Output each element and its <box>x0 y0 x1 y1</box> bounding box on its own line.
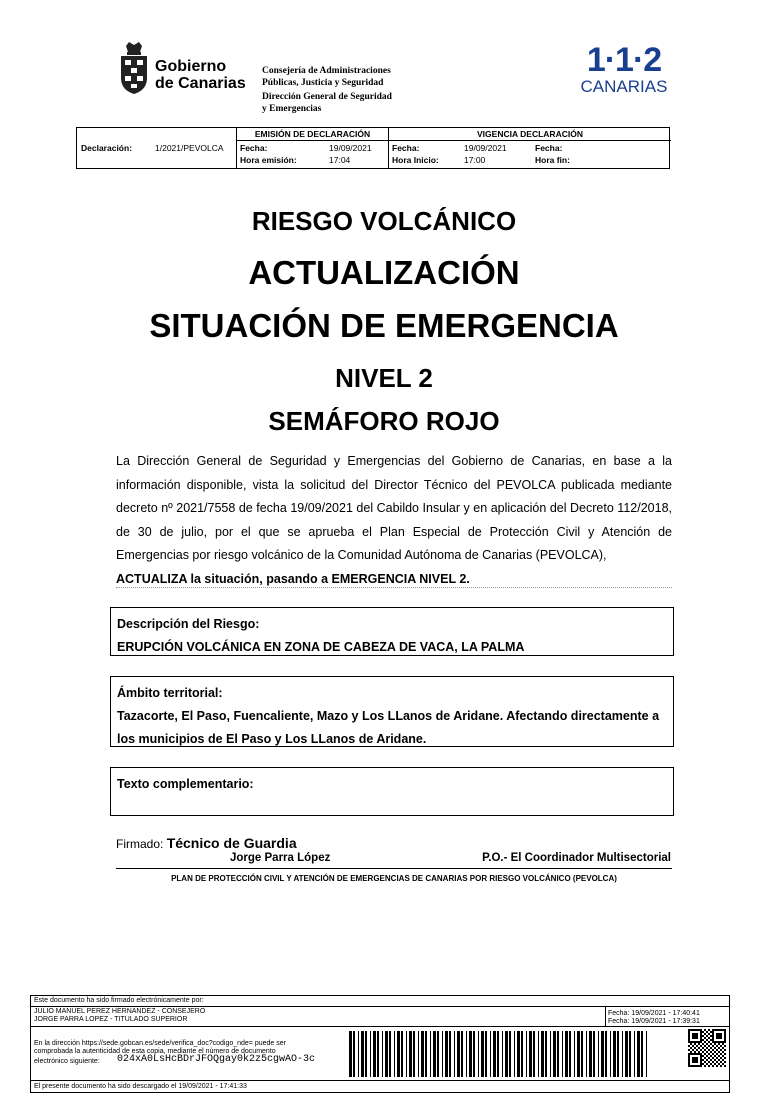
coordinador: P.O.- El Coordinador Multisectorial <box>482 852 671 864</box>
qr-code-icon <box>688 1029 726 1067</box>
electronic-signature-block <box>30 995 730 1093</box>
barcode <box>349 1031 691 1077</box>
declaracion-number: 1/2021/PEVOLCA <box>155 143 224 153</box>
emision-hora: 17:04 <box>329 155 351 165</box>
paragraph-body: La Dirección General de Seguridad y Emergencias del Gobierno de Canarias, en base a la información disponible, vista la solicitud del Director Técnico del PEVOLCA publicada mediante decreto nº 2021/7558 de fecha 19/09/2021 del Cabildo Insular y en aplicación del Decreto 112/2018, de 30 de julio, por el que se aprueba el Plan Especial de Protección Civil y Atención de Emergencias por riesgo volcánico de la Comunidad Autónoma de Canarias (PEVOLCA), <box>116 454 672 562</box>
ambito-label: Ámbito territorial: <box>117 686 223 700</box>
firmado-role: Técnico de Guardia <box>166 835 297 851</box>
texto-complementario-label: Texto complementario: <box>117 777 254 791</box>
consejeria-block: Consejería de Administraciones Públicas, Justicia y Seguridad Dirección General de Seguridad y Emergencias <box>262 66 392 114</box>
title-actualizacion: ACTUALIZACIÓN <box>248 254 520 291</box>
vigencia-hora-inicio: 17:00 <box>464 155 486 165</box>
verify-line-1: En la dirección https://sede.gobcan.es/sede/verifica_doc?codigo_nde= puede ser <box>34 1040 286 1047</box>
firmante-name: Jorge Parra López <box>230 852 331 864</box>
vigencia-header: VIGENCIA DECLARACIÓN <box>389 128 671 141</box>
title-situacion: SITUACIÓN DE EMERGENCIA <box>149 307 619 344</box>
verify-line-2: comprobada la autenticidad de esta copia, mediante el número de documento <box>34 1048 276 1055</box>
riesgo-text: ERUPCIÓN VOLCÁNICA EN ZONA DE CABEZA DE VACA, LA PALMA <box>117 640 525 654</box>
declaracion-label: Declaración: <box>81 143 133 153</box>
gobierno-canarias-name: Gobierno de Canarias <box>155 58 246 92</box>
fecha-2: Fecha: 19/09/2021 - 17:39:31 <box>608 1018 700 1025</box>
vigencia-fecha: 19/09/2021 <box>464 143 507 153</box>
paragraph-conclusion: ACTUALIZA la situación, pasando a EMERGENCIA NIVEL 2. <box>116 571 470 586</box>
riesgo-box <box>110 607 674 656</box>
emision-fecha: 19/09/2021 <box>329 143 372 153</box>
title-semaforo: SEMÁFORO ROJO <box>268 406 500 436</box>
firmado-electronico: Este documento ha sido firmado electrónicamente por: <box>34 997 204 1004</box>
fecha-1: Fecha: 19/09/2021 - 17:40:41 <box>608 1010 700 1017</box>
signer-1: JULIO MANUEL PEREZ HERNANDEZ - CONSEJERO <box>34 1008 206 1015</box>
gobierno-canarias-coat-of-arms-icon <box>116 40 152 96</box>
divider <box>116 587 672 588</box>
descargado-line: El presente documento ha sido descargado el 19/09/2021 - 17:41:33 <box>34 1083 247 1090</box>
title-nivel: NIVEL 2 <box>335 363 433 393</box>
logo-112-canarias: 1·1·2 CANARIAS <box>580 41 668 96</box>
plan-rule <box>116 868 672 869</box>
verify-line-3: electrónico siguiente: <box>34 1058 100 1065</box>
document-code: 024xA0LsHcBDrJFOQgay0k2z5cgwAO-3c <box>117 1054 316 1065</box>
declaration-table: Declaración: 1/2021/PEVOLCA EMISIÓN DE DECLARACIÓN Fecha: 19/09/2021 Hora emisión: 17:04 VIGENCIA DECLARACIÓN Fecha: 19/09/2021 Hora Inicio: 17:00 Fecha: Hora fin: <box>76 127 670 169</box>
title-riesgo: RIESGO VOLCÁNICO <box>251 206 517 236</box>
ambito-box <box>110 676 674 747</box>
plan-caption: PLAN DE PROTECCIÓN CIVIL Y ATENCIÓN DE EMERGENCIAS DE CANARIAS POR RIESGO VOLCÁNICO (PEVOLCA) <box>171 874 617 883</box>
ambito-text: Tazacorte, El Paso, Fuencaliente, Mazo y Los LLanos de Aridane. Afectando directamente a los municipios de El Paso y Los LLanos de Aridane. <box>117 709 660 746</box>
resolution-paragraph <box>116 450 672 591</box>
riesgo-label: Descripción del Riesgo: <box>117 617 260 631</box>
signer-2: JORGE PARRA LOPEZ - TITULADO SUPERIOR <box>34 1016 188 1023</box>
emision-header: EMISIÓN DE DECLARACIÓN <box>237 128 388 141</box>
texto-complementario-box <box>110 767 674 816</box>
firmado-line: Firmado: Técnico de Guardia <box>116 835 297 851</box>
